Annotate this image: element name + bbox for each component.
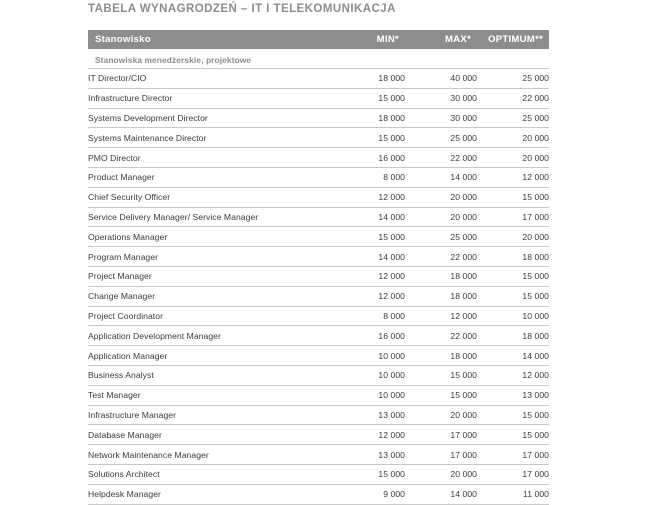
cell-min: 9 000	[333, 484, 405, 504]
cell-position: Infrastructure Manager	[88, 405, 333, 425]
cell-max: 12 000	[405, 306, 477, 326]
cell-min: 10 000	[333, 365, 405, 385]
cell-optimum: 18 000	[477, 326, 549, 346]
table-row	[88, 247, 549, 267]
cell-position: Project Manager	[88, 266, 333, 286]
cell-max: 20 000	[405, 207, 477, 227]
cell-min: 8 000	[333, 306, 405, 326]
cell-position: Project Coordinator	[88, 306, 333, 326]
cell-optimum: 15 000	[477, 266, 549, 286]
cell-optimum: 15 000	[477, 187, 549, 207]
cell-min: 10 000	[333, 385, 405, 405]
cell-max: 15 000	[405, 385, 477, 405]
cell-max: 17 000	[405, 425, 477, 445]
cell-min: 13 000	[333, 405, 405, 425]
cell-max: 22 000	[405, 247, 477, 267]
table-row	[88, 148, 549, 168]
cell-min: 14 000	[333, 207, 405, 227]
table-row	[88, 346, 549, 366]
table-row	[88, 326, 549, 346]
salary-table	[88, 30, 549, 505]
cell-optimum: 15 000	[477, 425, 549, 445]
cell-min: 14 000	[333, 247, 405, 267]
cell-min: 12 000	[333, 286, 405, 306]
cell-min: 16 000	[333, 148, 405, 168]
cell-min: 12 000	[333, 266, 405, 286]
cell-optimum: 17 000	[477, 464, 549, 484]
table-row	[88, 88, 549, 108]
column-header-max: MAX*	[405, 30, 477, 49]
table-row	[88, 405, 549, 425]
table-row	[88, 69, 549, 89]
cell-optimum: 17 000	[477, 207, 549, 227]
cell-position: Database Manager	[88, 425, 333, 445]
table-row	[88, 108, 549, 128]
cell-optimum: 15 000	[477, 286, 549, 306]
cell-max: 20 000	[405, 405, 477, 425]
table-subheader-label: Stanowiska menedżerskie, projektowe	[95, 54, 252, 65]
cell-max: 25 000	[405, 227, 477, 247]
cell-position: Chief Security Officer	[88, 187, 333, 207]
cell-max: 14 000	[405, 484, 477, 504]
cell-max: 18 000	[405, 346, 477, 366]
cell-min: 13 000	[333, 445, 405, 465]
cell-position: Change Manager	[88, 286, 333, 306]
cell-min: 18 000	[333, 108, 405, 128]
table-subheader-row	[88, 49, 549, 69]
cell-max: 22 000	[405, 326, 477, 346]
cell-position: Helpdesk Manager	[88, 484, 333, 504]
page-title: TABELA WYNAGRODZEŃ – IT I TELEKOMUNIKACJA	[88, 3, 396, 15]
cell-position: Service Delivery Manager/ Service Manager	[88, 207, 333, 227]
cell-position: Infrastructure Director	[88, 88, 333, 108]
table-header	[88, 30, 549, 49]
cell-position: Business Analyst	[88, 365, 333, 385]
cell-position: PMO Director	[88, 148, 333, 168]
cell-min: 15 000	[333, 464, 405, 484]
cell-max: 17 000	[405, 445, 477, 465]
cell-position: Systems Maintenance Director	[88, 128, 333, 148]
cell-optimum: 22 000	[477, 88, 549, 108]
cell-position: Systems Development Director	[88, 108, 333, 128]
cell-optimum: 20 000	[477, 128, 549, 148]
cell-optimum: 15 000	[477, 405, 549, 425]
table-row	[88, 464, 549, 484]
cell-optimum: 13 000	[477, 385, 549, 405]
cell-position: Application Manager	[88, 346, 333, 366]
cell-position: IT Director/CIO	[88, 69, 333, 89]
cell-optimum: 11 000	[477, 484, 549, 504]
cell-max: 40 000	[405, 69, 477, 89]
cell-optimum: 12 000	[477, 365, 549, 385]
table-row	[88, 365, 549, 385]
cell-position: Solutions Architect	[88, 464, 333, 484]
table-row	[88, 484, 549, 504]
table-header-row	[88, 30, 549, 49]
table-row	[88, 207, 549, 227]
table-row	[88, 227, 549, 247]
cell-max: 15 000	[405, 365, 477, 385]
cell-optimum: 14 000	[477, 346, 549, 366]
cell-position: Test Manager	[88, 385, 333, 405]
cell-optimum: 10 000	[477, 306, 549, 326]
cell-max: 20 000	[405, 464, 477, 484]
cell-optimum: 20 000	[477, 148, 549, 168]
cell-min: 18 000	[333, 69, 405, 89]
cell-position: Application Development Manager	[88, 326, 333, 346]
cell-min: 12 000	[333, 187, 405, 207]
table-body	[88, 49, 549, 504]
cell-optimum: 18 000	[477, 247, 549, 267]
table-row	[88, 187, 549, 207]
cell-max: 18 000	[405, 266, 477, 286]
table-row	[88, 167, 549, 187]
cell-max: 18 000	[405, 286, 477, 306]
cell-max: 20 000	[405, 187, 477, 207]
column-header-min: MIN*	[333, 30, 405, 49]
cell-max: 30 000	[405, 108, 477, 128]
cell-min: 15 000	[333, 227, 405, 247]
cell-max: 25 000	[405, 128, 477, 148]
cell-min: 15 000	[333, 88, 405, 108]
column-header-position: Stanowisko	[88, 30, 333, 49]
cell-min: 12 000	[333, 425, 405, 445]
cell-optimum: 25 000	[477, 108, 549, 128]
table-row	[88, 266, 549, 286]
cell-optimum: 17 000	[477, 445, 549, 465]
cell-optimum: 20 000	[477, 227, 549, 247]
cell-position: Operations Manager	[88, 227, 333, 247]
cell-max: 22 000	[405, 148, 477, 168]
table-row	[88, 306, 549, 326]
cell-position: Program Manager	[88, 247, 333, 267]
table-row	[88, 286, 549, 306]
cell-max: 30 000	[405, 88, 477, 108]
table-row	[88, 445, 549, 465]
table-subheader-cell	[88, 49, 549, 69]
table-row	[88, 425, 549, 445]
cell-position: Network Maintenance Manager	[88, 445, 333, 465]
table-row	[88, 385, 549, 405]
cell-optimum: 12 000	[477, 167, 549, 187]
column-header-optimum: OPTIMUM**	[477, 30, 549, 49]
cell-position: Product Manager	[88, 167, 333, 187]
cell-min: 8 000	[333, 167, 405, 187]
cell-max: 14 000	[405, 167, 477, 187]
cell-min: 15 000	[333, 128, 405, 148]
cell-min: 10 000	[333, 346, 405, 366]
cell-optimum: 25 000	[477, 69, 549, 89]
cell-min: 16 000	[333, 326, 405, 346]
table-row	[88, 128, 549, 148]
